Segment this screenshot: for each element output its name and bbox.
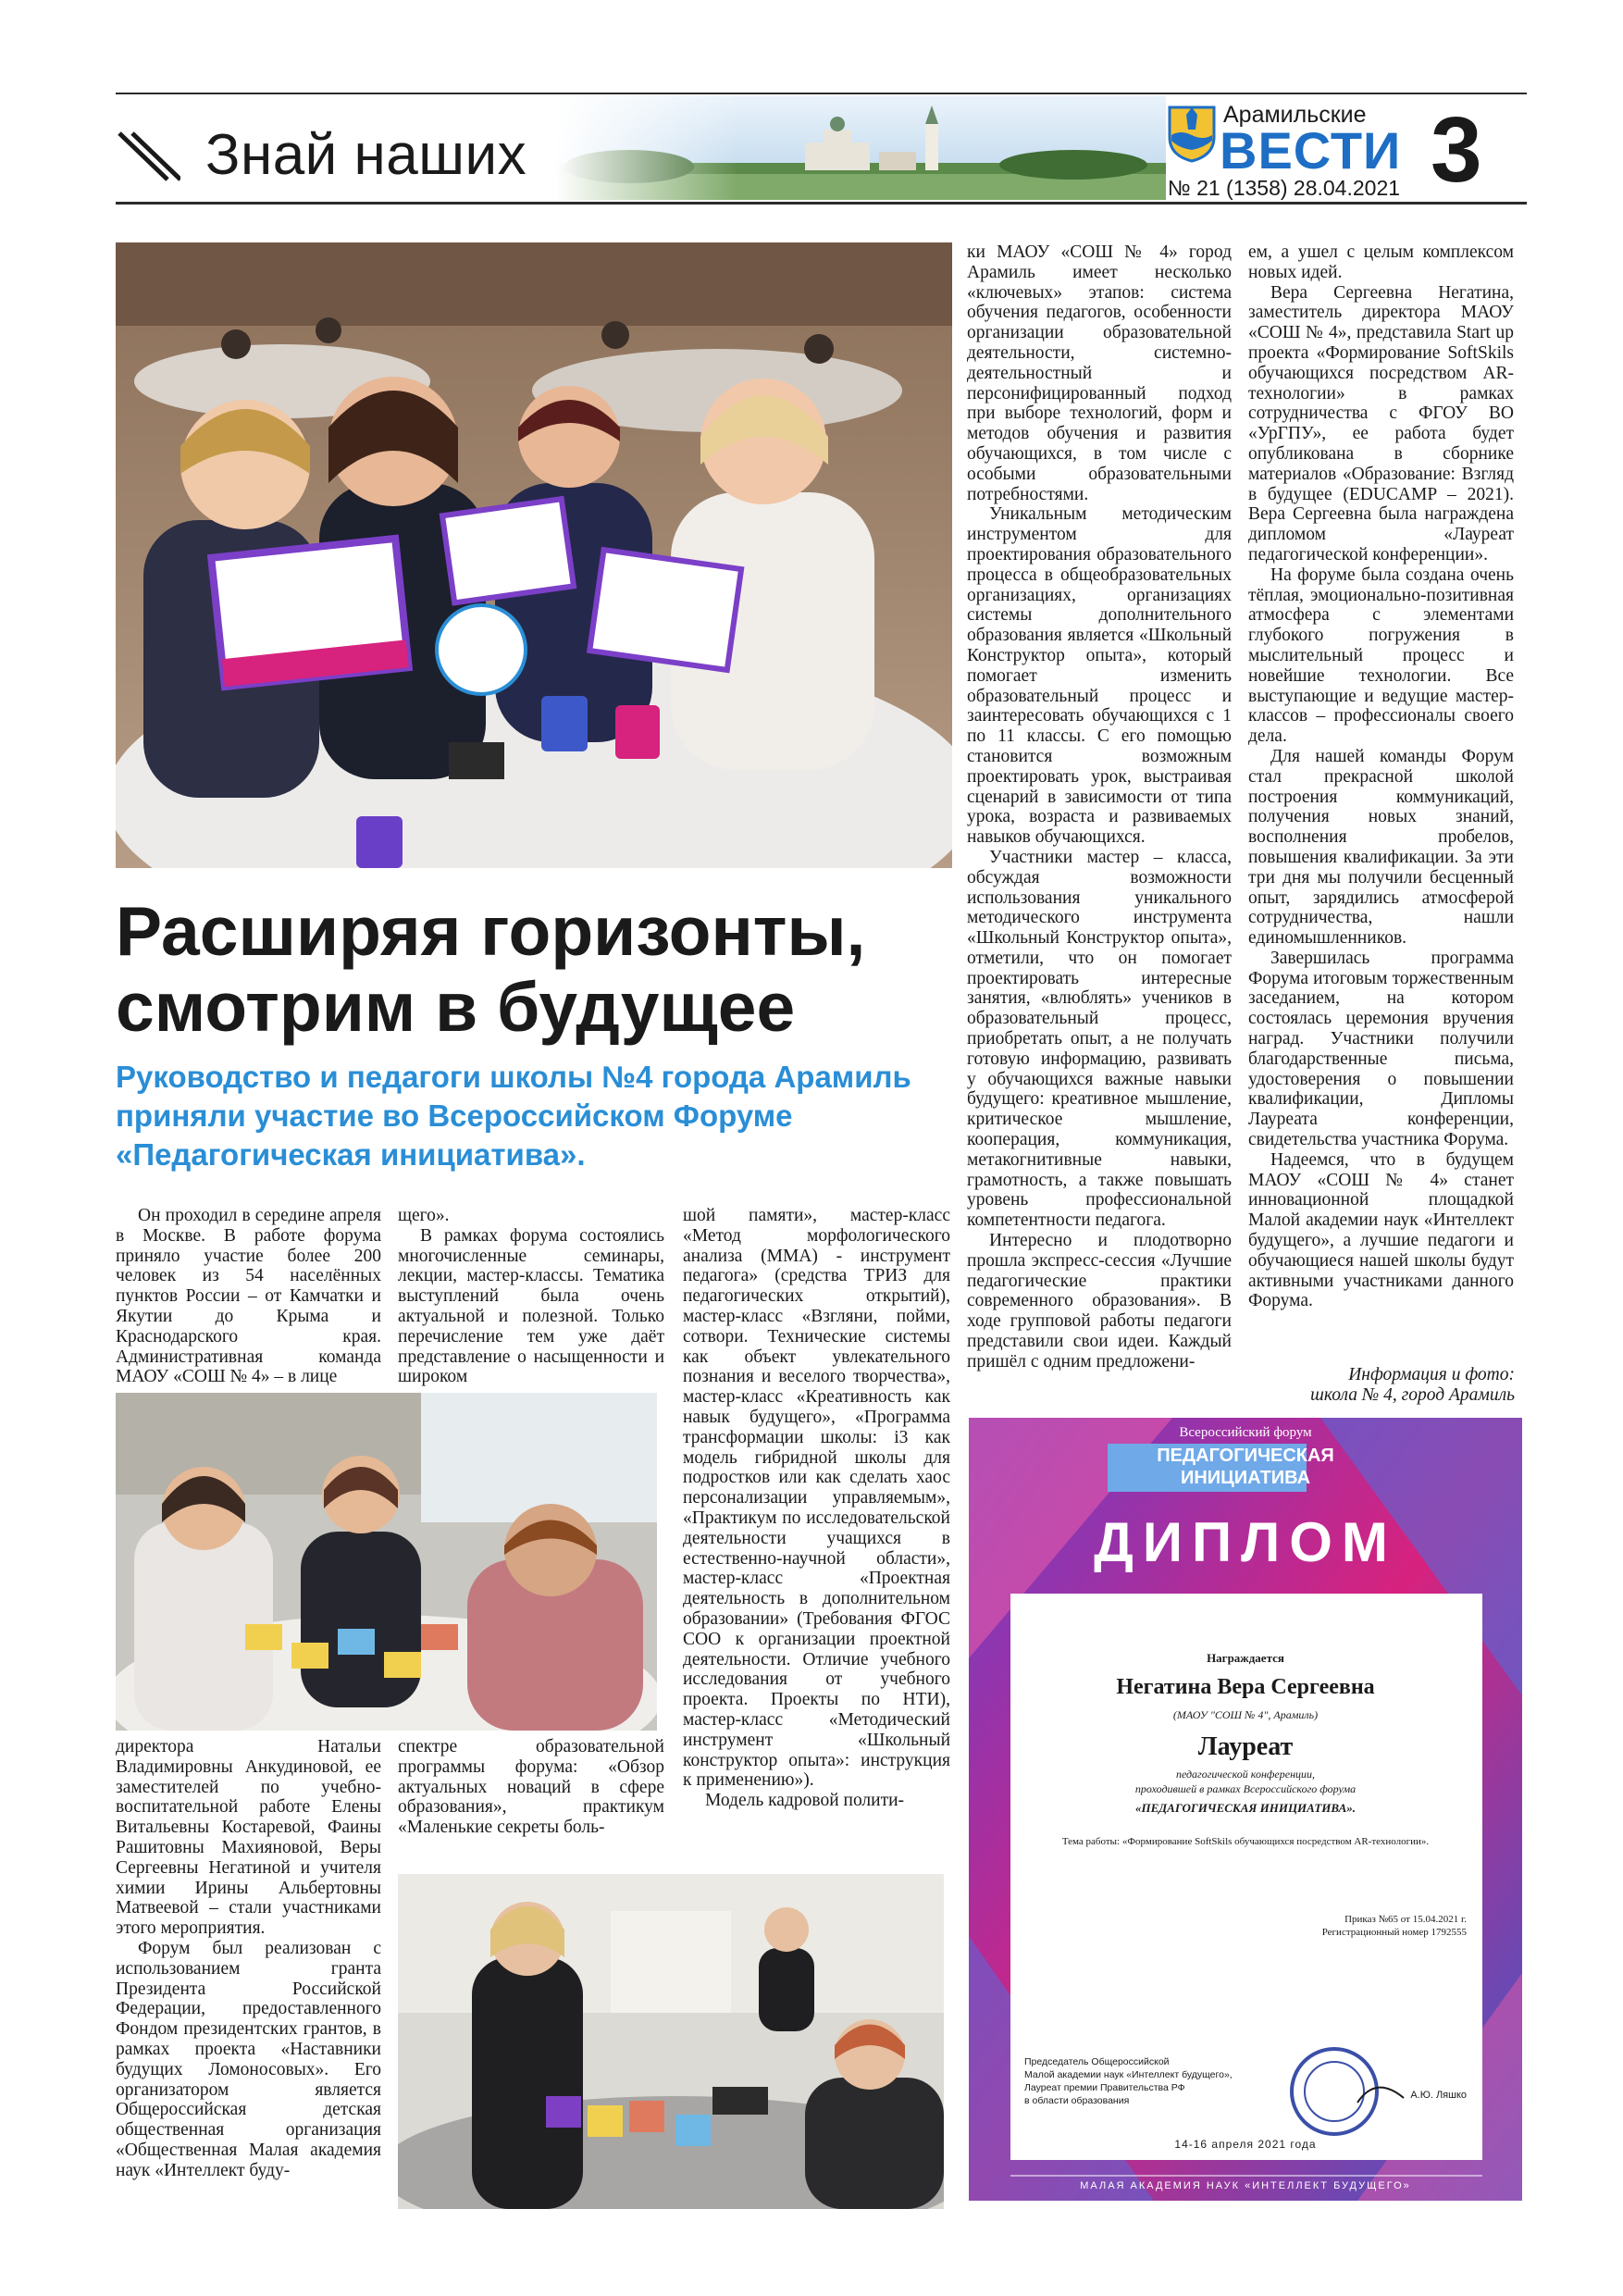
diploma-recipient: Негатина Вера Сергеевна bbox=[1116, 1675, 1375, 1699]
header-banner-image bbox=[555, 96, 1166, 200]
diploma-forum-top: Всероссийский форум bbox=[1179, 1425, 1312, 1440]
column-2-bottom bbox=[398, 1737, 664, 1838]
paragraph: директора Натальи Владимировны Анкудиновой, ее заместителей по учебно-воспитательной работе Елены Витальевны Костаревой, Фаины Рашитовны Махияновой, Веры Сергеевны Негатиной и учителя химии Ирины Альбертовны Матвеевой – стали участниками этого мероприятия. bbox=[116, 1737, 381, 1939]
diploma-award: Лауреат bbox=[1197, 1732, 1294, 1761]
paragraph: ки МАОУ «СОШ № 4» город Арамиль имеет несколько «ключевых» этапов: система обучения педагогов, особенности организации образовательной деятельности, системно-деятельностный и персонифицированный подход при выборе технологий, форм и методов обучения и развития обучающихся, в том числе с особыми образовательными потребностями. bbox=[967, 242, 1232, 504]
column-1-bottom bbox=[116, 1737, 381, 2181]
article-lead: Руководство и педагоги школы №4 города Арамиль приняли участие во Всероссийском Форуме «Педагогическая инициатива». bbox=[116, 1060, 911, 1172]
diploma-org: (МАОУ "СОШ № 4", Арамиль) bbox=[1172, 1708, 1319, 1721]
forum-participants-photo bbox=[116, 242, 952, 868]
diploma-forum-name: «ПЕДАГОГИЧЕСКАЯ ИНИЦИАТИВА». bbox=[1134, 1801, 1356, 1815]
top-rule bbox=[116, 93, 1527, 94]
diploma-signer-4: в области образования bbox=[1024, 2095, 1130, 2106]
town-emblem-icon bbox=[1168, 104, 1216, 163]
diploma-title: ДИПЛОМ bbox=[1094, 1511, 1397, 1573]
newspaper-logo: ВЕСТИ bbox=[1220, 121, 1402, 180]
diploma-signer-1: Председатель Общероссийской bbox=[1024, 2056, 1170, 2067]
diploma-signer-2: Малой академии наук «Интеллект будущего», bbox=[1024, 2069, 1233, 2080]
header-rule bbox=[116, 202, 1527, 205]
column-1-top bbox=[116, 1206, 381, 1387]
diploma-signer-name: А.Ю. Ляшко bbox=[1410, 2090, 1467, 2101]
diploma-awarded: Награждается bbox=[1207, 1651, 1284, 1665]
paragraph: Для нашей команды Форум стал прекрасной школой построения коммуникаций, получения новых знаний, восполнения пробелов, повышения квалификации. За эти три дня мы получили бесценный опыт, зарядились атмосферой сотрудничества, нашли единомышленников. bbox=[1248, 746, 1514, 949]
diploma-reg-number: Регистрационный номер 1792555 bbox=[1321, 1927, 1467, 1938]
paragraph: ем, а ушел с целым комплексом новых идей. bbox=[1248, 242, 1514, 282]
group-work-photo bbox=[116, 1393, 657, 1731]
diploma-badge-line-2: ИНИЦИАТИВА bbox=[1180, 1468, 1311, 1488]
column-2-top bbox=[398, 1206, 664, 1387]
credit-line-2: школа № 4, город Арамиль bbox=[1310, 1385, 1515, 1405]
headline-line-2: смотрим в будущее bbox=[116, 968, 796, 1046]
paragraph: Интересно и плодотворно прошла экспресс-сессия «Лучшие педагогические практики современного образования». В ходе групповой работы педагоги представили свои идеи. Каждый пришёл с одним предложени- bbox=[967, 1231, 1232, 1371]
column-5 bbox=[1248, 242, 1514, 1311]
paragraph: Он проходил в середине апреля в Москве. В работе форума приняло участие более 200 человек из 54 населённых пунктов России – от Камчатки и Якутии до Крыма и Краснодарского края. Административная команда МАОУ «СОШ № 4» – в лице bbox=[116, 1206, 381, 1387]
article-headline bbox=[116, 893, 958, 1045]
newspaper-logo-top: Арамильские bbox=[1223, 102, 1367, 128]
credit-line-1: Информация и фото: bbox=[1348, 1365, 1515, 1384]
master-class-photo bbox=[398, 1874, 944, 2209]
photo-credit bbox=[1245, 1365, 1515, 1406]
section-title: Знай наших bbox=[205, 123, 527, 187]
paragraph: Надеемся, что в будущем МАОУ «СОШ № 4» станет инновационной площадкой Малой академии наук «Интеллект будущего», а лучшие педагоги и обучающиеся нашей школы будут активными участниками данного Форума. bbox=[1248, 1149, 1514, 1311]
column-4 bbox=[967, 242, 1232, 1372]
diploma-award-desc-2: проходившей в рамках Всероссийского форума bbox=[1134, 1782, 1357, 1795]
paragraph: щего». bbox=[398, 1206, 450, 1225]
diploma-image bbox=[969, 1418, 1522, 2201]
issue-number-date: № 21 (1358) 28.04.2021 bbox=[1168, 176, 1401, 200]
paragraph: На форуме была создана очень тёплая, эмоционально-позитивная атмосфера с элементами глубокого погружения в мыслительный процесс и новейшие технологии. Все выступающие и ведущие мастер-классов – профессионалы своего дела. bbox=[1248, 565, 1514, 747]
paragraph: спектре образовательной программы форума: «Обзор актуальных новаций в сфере образования», практикум «Маленькие секреты боль- bbox=[398, 1737, 664, 1838]
paragraph: шой памяти», мастер-класс «Метод морфологического анализа (ММА) - инструмент педагога» (средства ТРИЗ для педагогических открытий), мастер-класс «Взгляни, пойми, сотвори. Технические системы как объект увлекательного познания и веселого творчества», мастер-класс «Креативность как навык будущего», «Программа трансформации школы: i3 как модель гибридной школы для подростков или как сделать хаос персонализации управляемым», «Практикум по исследовательской деятельности учащихся в естественно-научной области», мастер-класс «Проектная деятельность в дополнительном образовании» (Требования ФГОС СОО к организации проектной деятельности. Отличие учебного исследования от учебного проекта. Проекты по НТИ), мастер-класс «Методический инструмент «Школьный конструктор опыта»: инструкция к применению»). bbox=[683, 1206, 950, 1791]
paragraph: Модель кадровой полити- bbox=[705, 1791, 905, 1811]
diploma-award-desc-1: педагогической конференции, bbox=[1175, 1768, 1316, 1781]
paragraph: Уникальным методическим инструментом для проектирования образовательного процесса в общеобразовательных организациях, организациях системы дополнительного образования является «Школьный Конструктор опыта», который помогает изменить образовательный процесс и заинтересовать обучающихся с 1 по 11 классы. С его помощью становится возможным проектировать урок, выстраивая сценарий в зависимости от типа урока, возраста и развиваемых навыков обучающихся. bbox=[967, 504, 1232, 848]
paragraph: Форум был реализован с использованием гранта Президента Российской Федерации, предоставленного Фондом президентских грантов, в рамках проекта «Наставники будущих Ломоносовых». Его организатором является Общероссийская детская общественная организация «Общественная Малая академия наук «Интеллект буду- bbox=[116, 1938, 381, 2180]
page-number: 3 bbox=[1431, 98, 1482, 202]
diploma-footer: МАЛАЯ АКАДЕМИЯ НАУК «ИНТЕЛЛЕКТ БУДУЩЕГО» bbox=[1080, 2180, 1411, 2191]
diploma-dates: 14-16 апреля 2021 года bbox=[1174, 2138, 1317, 2151]
column-3 bbox=[683, 1206, 950, 1811]
paragraph: В рамках форума состоялись многочисленные семинары, лекции, мастер-классы. Тематика выступлений была очень актуальной и полезной. Только перечисление тем уже даёт представление о насыщенности и широком bbox=[398, 1225, 664, 1387]
paragraph: Участники мастер – класса, обсуждая возможности использования уникального методического инструмента «Школьный Конструктор опыта», отметили, что он помогает проектировать интересные занятия, «влюблять» учеников в образовательный процесс, приобретать опыт, а не получать готовую информацию, развивать у обучающихся важные навыки будущего: креативное мышление, критическое мышление, кооперация, коммуникация, метакогнитивные навыки, грамотность, а также повышать уровень профессиональной компетентности педагога. bbox=[967, 847, 1232, 1231]
diploma-badge-line-1: ПЕДАГОГИЧЕСКАЯ bbox=[1157, 1446, 1334, 1466]
paragraph: Вера Сергеевна Негатина, заместитель директора МАОУ «СОШ № 4», представила Start up проекта «Формирование SoftSkils обучающихся посредством AR-технологии» в рамках сотрудничества с ФГОУ ВО «УрГПУ», ее работа будет опубликована в сборнике материалов «Образование: Взгляд в будущее (EDUCAMP – 2021). Вера Сергеевна была награждена дипломом «Лауреат педагогической конференции». bbox=[1248, 282, 1514, 565]
headline-line-1: Расширяя горизонты, bbox=[116, 892, 866, 970]
section-slash-icon bbox=[116, 128, 180, 183]
diploma-order: Приказ №65 от 15.04.2021 г. bbox=[1344, 1914, 1467, 1925]
diploma-topic: Тема работы: «Формирование SoftSkils обучающихся посредством AR-технологии». bbox=[1061, 1836, 1430, 1847]
diploma-signer-3: Лауреат премии Правительства РФ bbox=[1024, 2082, 1185, 2093]
paragraph: Завершилась программа Форума итоговым торжественным заседанием, на котором состоялась церемония вручения наград. Участники получили благодарственные письма, удостоверения о повышении квалификации, Дипломы Лауреата конференции, свидетельства участника Форума. bbox=[1248, 948, 1514, 1150]
